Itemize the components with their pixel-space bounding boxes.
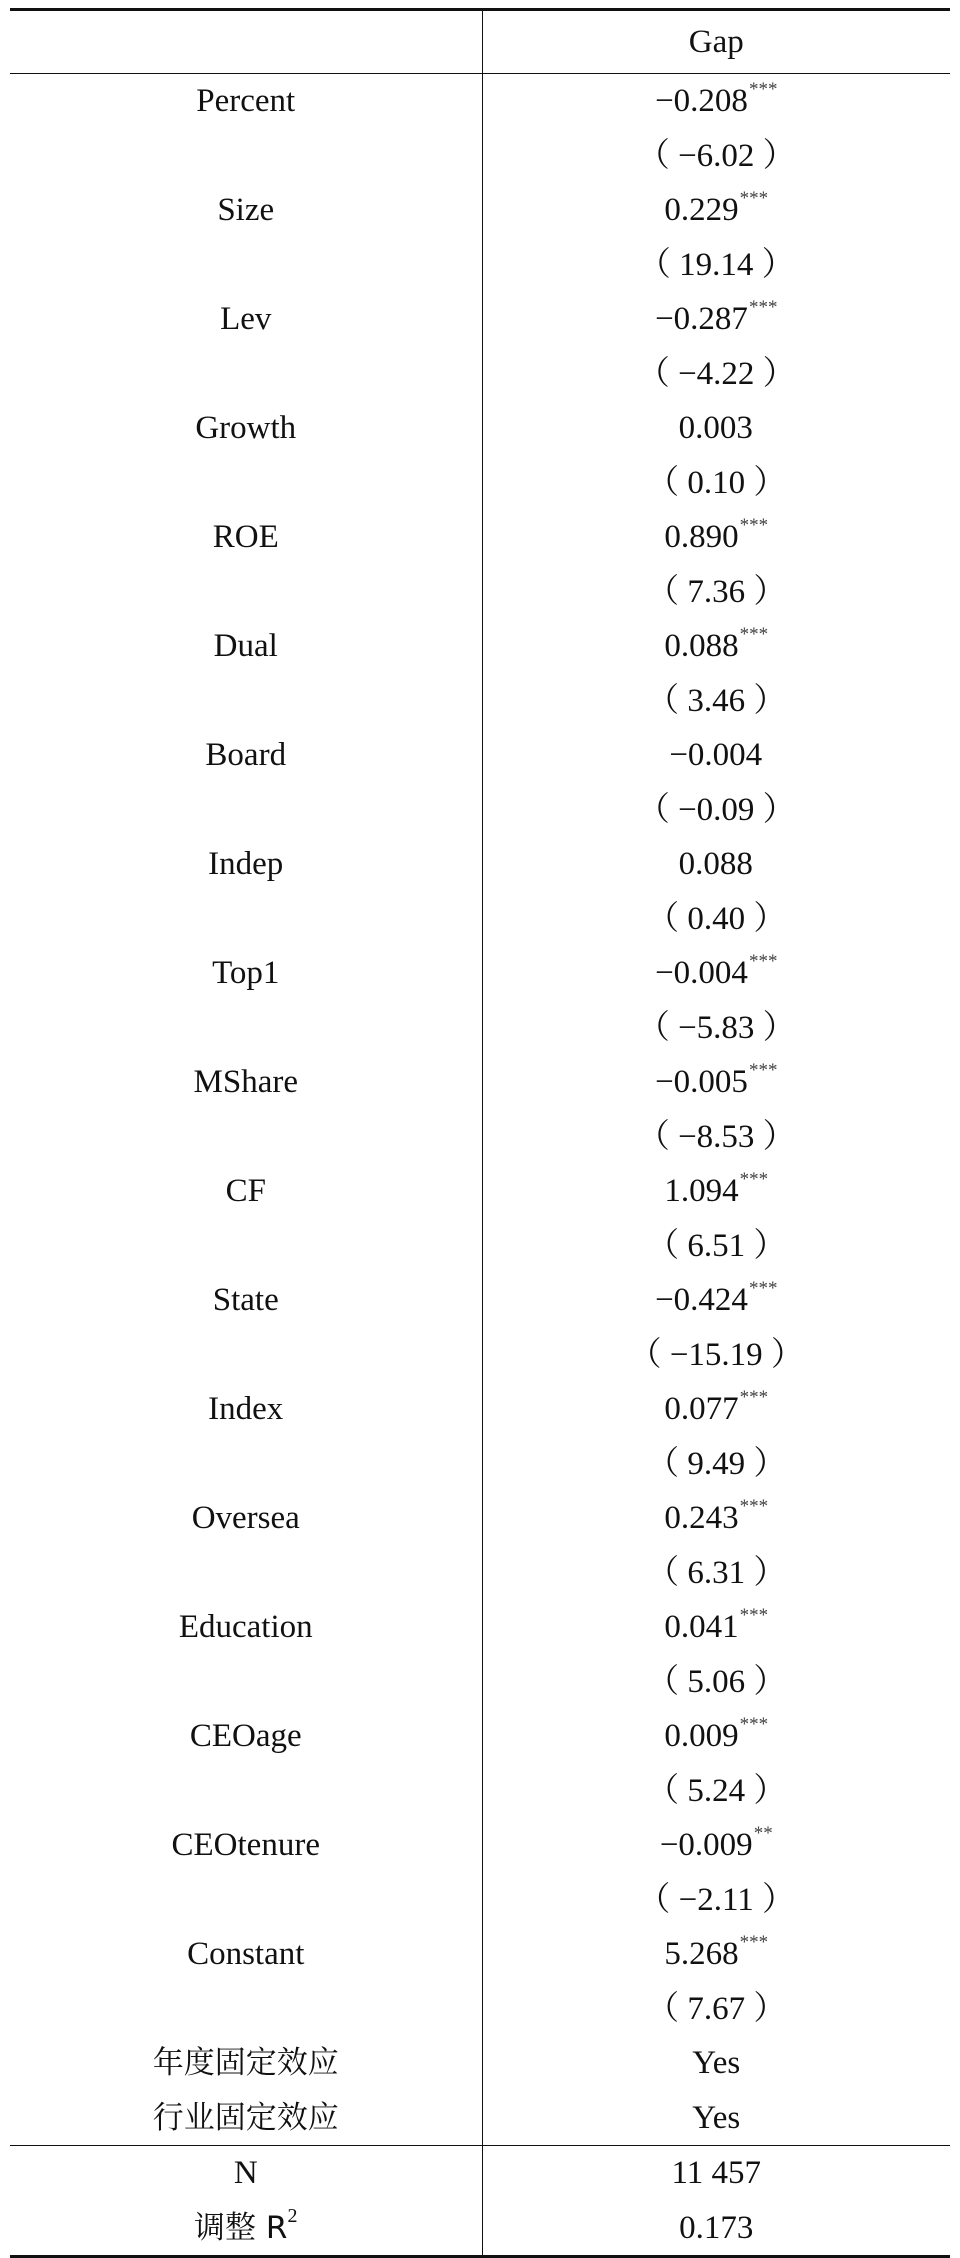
- fixed-effect-value: Yes: [692, 2099, 741, 2136]
- coefficient-row: [10, 1927, 950, 1982]
- coefficient-value: −0.287: [655, 301, 748, 337]
- coefficient-value: 1.094: [664, 1173, 739, 1209]
- tstat-row: [10, 1001, 950, 1056]
- tstat-row: [10, 1655, 950, 1710]
- significance-stars: **: [753, 1822, 773, 1844]
- regression-table-container: [10, 8, 950, 2258]
- coefficient-row: [10, 946, 950, 1001]
- coefficient-row: [10, 183, 950, 238]
- coefficient-row: [10, 619, 950, 674]
- coefficient-row: [10, 74, 950, 129]
- coefficient-row: [10, 510, 950, 565]
- coefficient-cell: [482, 1491, 950, 1546]
- tstat-row: [10, 1437, 950, 1492]
- empty-label-cell: [10, 1655, 482, 1710]
- coefficient-cell: [482, 1055, 950, 1110]
- coefficient-cell: [482, 1164, 950, 1219]
- variable-name-cell: Top1: [10, 946, 482, 1001]
- adjusted-r2-label-cell: [10, 2201, 482, 2257]
- significance-stars: ***: [739, 1168, 769, 1190]
- tstat-row: [10, 892, 950, 947]
- coefficient-cell: [482, 510, 950, 565]
- tstat-row: [10, 1328, 950, 1383]
- variable-name-cell: Constant: [10, 1927, 482, 1982]
- tstat-cell: （ −15.19 ）: [628, 1336, 804, 1373]
- significance-stars: ***: [739, 1713, 769, 1735]
- fixed-effect-row: [10, 2091, 950, 2146]
- variable-name-cell: CF: [10, 1164, 482, 1219]
- tstat-cell: （ 9.49 ）: [646, 1445, 787, 1482]
- tstat-cell: （ 5.06 ）: [646, 1663, 787, 1700]
- fixed-effect-row: [10, 2036, 950, 2091]
- coefficient-cell: [482, 1927, 950, 1982]
- tstat-cell: （ 6.51 ）: [646, 1227, 787, 1264]
- empty-label-cell: [10, 456, 482, 511]
- empty-label-cell: [10, 892, 482, 947]
- adjusted-r2-label: 调整 R: [194, 2209, 288, 2246]
- fixed-effect-label: 行业固定效应: [10, 2091, 482, 2146]
- significance-stars: ***: [748, 1277, 778, 1299]
- variable-name-cell: Dual: [10, 619, 482, 674]
- coefficient-row: [10, 1818, 950, 1873]
- coefficient-row: [10, 1709, 950, 1764]
- coefficient-cell: [482, 728, 950, 783]
- significance-stars: ***: [748, 1059, 778, 1081]
- variable-name-cell: Growth: [10, 401, 482, 456]
- variable-name-cell: State: [10, 1273, 482, 1328]
- coefficient-cell: [482, 74, 950, 129]
- significance-stars: ***: [739, 623, 769, 645]
- coefficient-cell: [482, 837, 950, 892]
- empty-label-cell: [10, 1764, 482, 1819]
- empty-label-cell: [10, 1982, 482, 2037]
- tstat-cell: （ −4.22 ）: [636, 355, 796, 392]
- tstat-cell: （ −8.53 ）: [636, 1118, 796, 1155]
- coefficient-row: [10, 837, 950, 892]
- coefficient-value: 0.890: [664, 519, 739, 555]
- tstat-cell: （ 3.46 ）: [646, 682, 787, 719]
- coefficient-row: [10, 401, 950, 456]
- significance-stars: ***: [739, 187, 769, 209]
- coefficient-cell: [482, 401, 950, 456]
- variable-name-cell: Size: [10, 183, 482, 238]
- tstat-row: [10, 1110, 950, 1165]
- coefficient-value: 0.243: [664, 1500, 739, 1536]
- coefficient-row: [10, 728, 950, 783]
- empty-label-cell: [10, 565, 482, 620]
- significance-stars: ***: [739, 1604, 769, 1626]
- tstat-cell: （ 7.67 ）: [646, 1990, 787, 2027]
- coefficient-row: [10, 1055, 950, 1110]
- tstat-row: [10, 1219, 950, 1274]
- coefficient-value: 0.003: [678, 410, 753, 446]
- coefficient-row: [10, 1600, 950, 1655]
- coefficient-row: [10, 1382, 950, 1437]
- tstat-row: [10, 674, 950, 729]
- tstat-cell: （ 5.24 ）: [646, 1772, 787, 1809]
- empty-label-cell: [10, 129, 482, 184]
- coefficient-value: 0.041: [664, 1609, 739, 1645]
- empty-label-cell: [10, 347, 482, 402]
- significance-stars: ***: [748, 296, 778, 318]
- empty-label-cell: [10, 1437, 482, 1492]
- significance-stars: ***: [748, 78, 778, 100]
- coefficient-value: 5.268: [664, 1936, 739, 1972]
- significance-stars: ***: [739, 514, 769, 536]
- coefficient-row: [10, 1164, 950, 1219]
- regression-table: [10, 8, 950, 2258]
- variable-name-cell: Indep: [10, 837, 482, 892]
- significance-stars: ***: [739, 1386, 769, 1408]
- fixed-effect-value: Yes: [692, 2045, 741, 2081]
- coefficient-value: 0.077: [664, 1391, 739, 1427]
- coefficient-value: −0.004: [669, 737, 763, 773]
- coefficient-cell: [482, 183, 950, 238]
- r2-superscript: 2: [287, 2204, 298, 2227]
- variable-name-cell: CEOage: [10, 1709, 482, 1764]
- coefficient-row: [10, 1491, 950, 1546]
- coefficient-value: −0.009: [659, 1827, 753, 1863]
- empty-label-cell: [10, 674, 482, 729]
- empty-label-cell: [10, 1546, 482, 1601]
- empty-label-cell: [10, 238, 482, 293]
- coefficient-cell: [482, 1273, 950, 1328]
- variable-name-cell: MShare: [10, 1055, 482, 1110]
- variable-name-cell: Percent: [10, 74, 482, 129]
- empty-label-cell: [10, 783, 482, 838]
- significance-stars: ***: [739, 1931, 769, 1953]
- tstat-row: [10, 1873, 950, 1928]
- coefficient-cell: [482, 946, 950, 1001]
- tstat-row: [10, 347, 950, 402]
- variable-name-cell: Education: [10, 1600, 482, 1655]
- empty-label-cell: [10, 1873, 482, 1928]
- adjusted-r2-value: 0.173: [482, 2201, 950, 2257]
- coefficient-cell: [482, 1709, 950, 1764]
- tstat-row: [10, 1546, 950, 1601]
- coefficient-value: 0.088: [678, 846, 753, 882]
- variable-name-cell: Index: [10, 1382, 482, 1437]
- variable-name-cell: Board: [10, 728, 482, 783]
- tstat-row: [10, 129, 950, 184]
- variable-name-cell: Oversea: [10, 1491, 482, 1546]
- empty-label-cell: [10, 1219, 482, 1274]
- empty-label-cell: [10, 1110, 482, 1165]
- coefficient-value: −0.004: [655, 955, 748, 991]
- observations-label: N: [10, 2146, 482, 2201]
- observations-row: [10, 2146, 950, 2201]
- coefficient-cell: [482, 1600, 950, 1655]
- coefficient-value: 0.009: [664, 1718, 739, 1754]
- tstat-cell: （ −2.11 ）: [637, 1881, 796, 1918]
- tstat-cell: （ 7.36 ）: [646, 573, 787, 610]
- header-gap-cell: Gap: [482, 10, 950, 74]
- tstat-cell: （ 0.40 ）: [646, 900, 787, 937]
- coefficient-cell: [482, 619, 950, 674]
- tstat-cell: （ 19.14 ）: [637, 246, 795, 283]
- coefficient-value: 0.088: [664, 628, 739, 664]
- tstat-row: [10, 1764, 950, 1819]
- significance-stars: ***: [739, 1495, 769, 1517]
- coefficient-row: [10, 1273, 950, 1328]
- adjusted-r2-row: [10, 2201, 950, 2257]
- tstat-row: [10, 1982, 950, 2037]
- coefficient-value: 0.229: [664, 192, 739, 228]
- fixed-effect-label: 年度固定效应: [10, 2036, 482, 2091]
- empty-label-cell: [10, 1001, 482, 1056]
- variable-name-cell: ROE: [10, 510, 482, 565]
- observations-value: 11 457: [482, 2146, 950, 2201]
- tstat-cell: （ 0.10 ）: [646, 464, 787, 501]
- tstat-cell: （ −5.83 ）: [636, 1009, 796, 1046]
- variable-name-cell: Lev: [10, 292, 482, 347]
- tstat-row: [10, 783, 950, 838]
- tstat-row: [10, 238, 950, 293]
- coefficient-value: −0.005: [655, 1064, 748, 1100]
- tstat-cell: （ −0.09 ）: [636, 791, 796, 828]
- significance-stars: ***: [748, 950, 778, 972]
- coefficient-value: −0.208: [655, 83, 748, 119]
- coefficient-cell: [482, 1382, 950, 1437]
- tstat-row: [10, 565, 950, 620]
- tstat-row: [10, 456, 950, 511]
- header-label-cell: [10, 10, 482, 74]
- variable-name-cell: CEOtenure: [10, 1818, 482, 1873]
- tstat-cell: （ −6.02 ）: [636, 137, 796, 174]
- tstat-cell: （ 6.31 ）: [646, 1554, 787, 1591]
- coefficient-row: [10, 292, 950, 347]
- coefficient-cell: [482, 292, 950, 347]
- coefficient-value: −0.424: [655, 1282, 748, 1318]
- empty-label-cell: [10, 1328, 482, 1383]
- coefficient-cell: [482, 1818, 950, 1873]
- table-header-row: [10, 10, 950, 74]
